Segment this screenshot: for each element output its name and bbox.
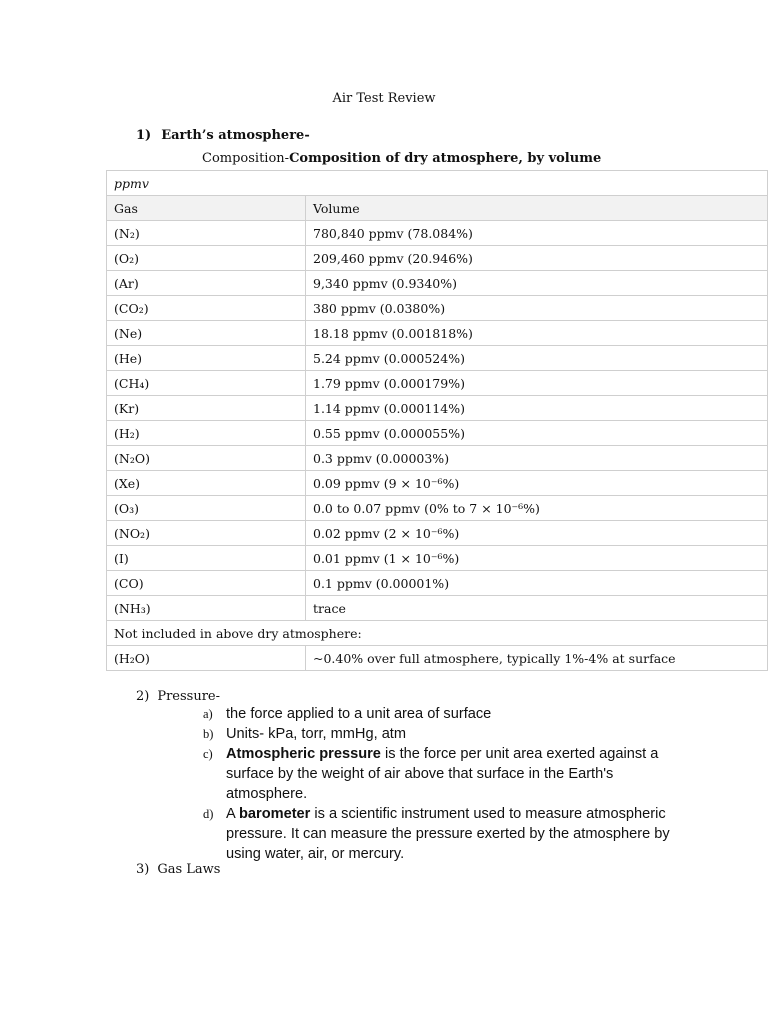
table-row [107,246,768,271]
gas-cell: (CO₂) [107,296,306,321]
volume-cell: 9,340 ppmv (0.9340%) [306,271,768,296]
section-3-heading [136,862,220,877]
gas-cell: (O₃) [107,496,306,521]
list-item [203,804,673,864]
table-row [107,446,768,471]
gas-cell: (H₂O) [107,646,306,671]
page-title: Air Test Review [332,91,436,106]
volume-cell: 0.55 ppmv (0.000055%) [306,421,768,446]
table-row [107,221,768,246]
gas-cell: (He) [107,346,306,371]
list-item [203,704,673,724]
table-row [107,321,768,346]
pressure-list [203,704,673,864]
composition-caption [202,151,601,166]
volume-cell: 0.02 ppmv (2 × 10⁻⁶%) [306,521,768,546]
atmosphere-composition-table [106,170,768,671]
column-header-volume: Volume [306,196,768,221]
list-marker: c) [203,747,213,761]
gas-cell: (NH₃) [107,596,306,621]
gas-cell: (CO) [107,571,306,596]
list-marker: a) [203,707,213,721]
gas-cell: (Kr) [107,396,306,421]
list-marker: d) [203,807,214,821]
table-row [107,546,768,571]
section-number: 3) [136,862,150,877]
section-label: Gas Laws [157,862,221,877]
volume-cell: 0.01 ppmv (1 × 10⁻⁶%) [306,546,768,571]
list-item-text: the force applied to a unit area of surface [226,706,492,722]
list-item-text: is the force per unit area exerted against a surface by the weight of air above that surface in the Earth's atmosphere. [226,746,659,802]
table-row [107,371,768,396]
table-section-row [107,621,768,646]
volume-cell: 0.0 to 0.07 ppmv (0% to 7 × 10⁻⁶%) [306,496,768,521]
table-row [107,521,768,546]
table-header-row [107,196,768,221]
gas-cell: (CH₄) [107,371,306,396]
volume-cell: trace [306,596,768,621]
gas-cell: (I) [107,546,306,571]
table-row [107,496,768,521]
section-label: Pressure- [157,689,221,704]
section-label: Earth’s atmosphere- [161,128,310,143]
volume-cell: ~0.40% over full atmosphere, typically 1%-4% at surface [306,646,768,671]
list-item-text: Units- kPa, torr, mmHg, atm [226,726,407,742]
volume-cell: 1.14 ppmv (0.000114%) [306,396,768,421]
list-item-bold: barometer [238,806,311,822]
volume-cell: 18.18 ppmv (0.001818%) [306,321,768,346]
table-row [107,296,768,321]
volume-cell: 0.3 ppmv (0.00003%) [306,446,768,471]
section-2-heading [136,689,220,704]
gas-cell: (O₂) [107,246,306,271]
list-item [203,724,673,744]
list-item-prefix: A [226,806,239,822]
section-number: 2) [136,689,150,704]
table-row [107,596,768,621]
not-included-label: Not included in above dry atmosphere: [107,621,768,646]
gas-cell: (H₂) [107,421,306,446]
gas-cell: (NO₂) [107,521,306,546]
list-marker: b) [203,727,214,741]
volume-cell: 209,460 ppmv (20.946%) [306,246,768,271]
gas-cell: (Ne) [107,321,306,346]
list-item-bold: Atmospheric pressure [226,746,381,762]
table-row [107,271,768,296]
gas-cell: (Xe) [107,471,306,496]
volume-cell: 5.24 ppmv (0.000524%) [306,346,768,371]
volume-cell: 780,840 ppmv (78.084%) [306,221,768,246]
gas-cell: (Ar) [107,271,306,296]
volume-cell: 380 ppmv (0.0380%) [306,296,768,321]
table-row [107,396,768,421]
gas-cell: (N₂) [107,221,306,246]
gas-cell: (N₂O) [107,446,306,471]
composition-title: Composition of dry atmosphere, by volume [289,151,602,166]
table-row [107,471,768,496]
table-row [107,346,768,371]
section-1-heading [136,128,310,143]
volume-cell: 0.1 ppmv (0.00001%) [306,571,768,596]
column-header-gas: Gas [107,196,306,221]
section-number: 1) [136,128,152,143]
table-row [107,646,768,671]
volume-cell: 0.09 ppmv (9 × 10⁻⁶%) [306,471,768,496]
table-unit: ppmv [107,171,768,196]
list-item [203,744,673,804]
table-row [107,421,768,446]
composition-prefix: Composition- [202,151,290,166]
list-item-text: is a scientific instrument used to measure atmospheric pressure. It can measure the pressure exerted by the atmosphere by using water, air, or mercury. [226,806,670,862]
table-row [107,571,768,596]
volume-cell: 1.79 ppmv (0.000179%) [306,371,768,396]
table-unit-row [107,171,768,196]
